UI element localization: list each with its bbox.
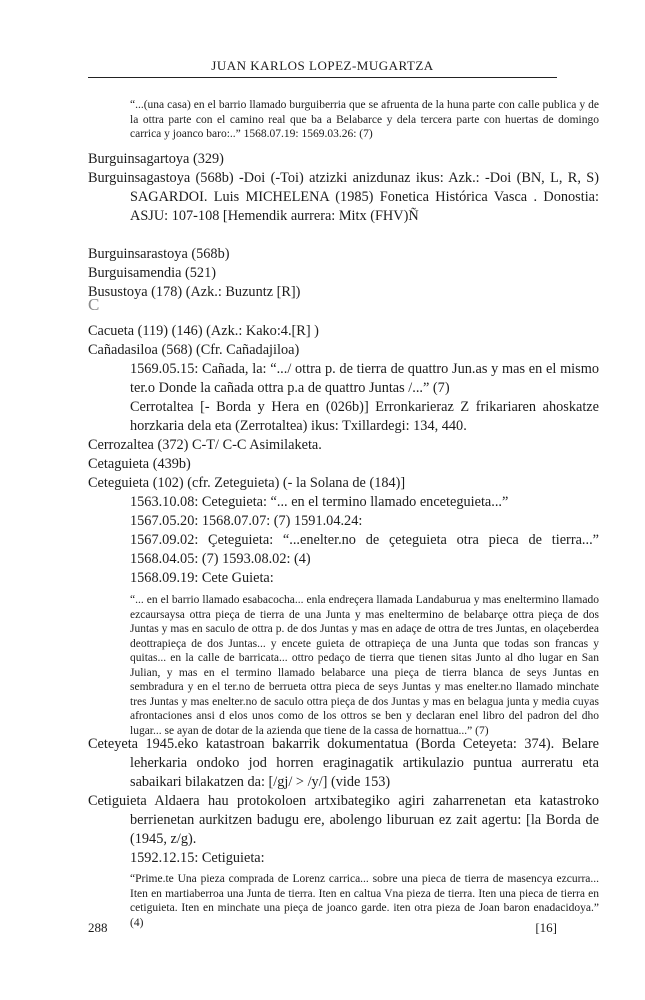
entry-cetaguieta: Cetaguieta (439b) (88, 456, 191, 472)
header-rule (88, 77, 557, 78)
entry-cerrozaltea: Cerrozaltea (372) C-T/ C-C Asimilaketa. (88, 437, 322, 453)
entry-burguinsagartoya: Burguinsagartoya (329) (88, 151, 224, 167)
top-quote: “...(una casa) en el barrio llamado burguiberria que se afruenta de la huna parte con calle publica y de la ottra parte con el camino real que ba a Belabarce y dela tercera parte con huertas de domingo carrica y joanco baro:..” 1568.07.19: 1569.03.26: (7) (130, 99, 599, 140)
entry-busustoya: Busustoya (178) (Azk.: Buzuntz [R]) (88, 284, 301, 300)
page-reference: [16] (535, 920, 557, 935)
entry-cetiguieta: Cetiguieta Aldaera hau protokoloen artxibategiko agiri zaharrenetan eta katastroko berrienetan aurkitzen badugu ere, abolengo liburuan ez zait agertu: [la Borda de (1945, z/g). (88, 793, 599, 847)
ceteguieta-line-2: 1567.05.20: 1568.07.07: (7) 1591.04.24: (130, 513, 363, 529)
entry-burguinsagastoya: Burguinsagastoya (568b) -Doi (-Toi) atzizki anizdunaz ikus: Azk.: -Doi (BN, L, R, S) SAGARDOI. Luis MICHELENA (1985) Fonetica Histórica Vasca . Donostia: ASJU: 107-108 [Hemendik aurrera: Mitx (FHV)Ñ (88, 170, 599, 224)
entry-burguinsarastoya: Burguinsarastoya (568b) (88, 246, 230, 262)
ceteguieta-line-1: 1563.10.08: Ceteguieta: “... en el termino llamado enceteguieta...” (130, 494, 509, 510)
entry-canadasiloa: Cañadasiloa (568) (Cfr. Cañadajiloa) (88, 342, 300, 358)
cetiguieta-quote: “Prime.te Una pieza comprada de Lorenz carrica... sobre una pieca de tierra de masencya ezcurra... Iten en martiaberroa una Junta de tierra. Iten en caltua Vna pieza de tierra. Iten una pieca de tierra en cetiguieta. Iten en minchate una pieça de joanco garde. iten otra pieza de Joan baron enadacidoya.” (4) (130, 873, 599, 929)
ceteguieta-line-3: 1567.09.02: Çeteguieta: “...enelter.no de çeteguieta otra pieca de tierra...” 1568.04.05: (7) 1593.08.02: (4) (130, 532, 599, 567)
entry-ceteguieta: Ceteguieta (102) (cfr. Zeteguieta) (- la Solana de (184)] (88, 475, 406, 491)
entry-ceteyeta: Ceteyeta 1945.eko katastroan bakarrik dokumentatua (Borda Ceteyeta: 374). Belare leherkaria ondoko jod horren eraginagatik artikulazio puntua aurreratu eta sabaikari bilakatzen da: [/gj/ > /y/] (vide 153) (88, 736, 599, 790)
canadasiloa-note: Cerrotaltea [- Borda y Hera en (026b)] Erronkarieraz Z frikariaren ahoskatze horzkaria dela eta (Zerrotaltea) ikus: Txillardegi: 134, 440. (130, 399, 599, 434)
section-letter: C (88, 295, 100, 314)
ceteguieta-line-4: 1568.09.19: Cete Guieta: (130, 570, 274, 586)
entry-cacueta: Cacueta (119) (146) (Azk.: Kako:4.[R] ) (88, 323, 319, 339)
running-header: JUAN KARLOS LOPEZ-MUGARTZA (211, 58, 434, 73)
entry-burguisamendia: Burguisamendia (521) (88, 265, 216, 281)
cetiguieta-line-1: 1592.12.15: Cetiguieta: (130, 850, 265, 866)
ceteguieta-quote: “... en el barrio llamado esabacocha... enla endreçera llamada Landaburua y mas eneltermino llamado ezcaursaysa ottra pieça de tierra de una Junta y mas eneltermino de belabarçe ottra pieça de dos Juntas y mas en saculo de ottra p. de dos Juntas y mas en adaçe de ottra de tres Juntas, en olaçeberdea deottrapieça de dos Juntas... y encete guieta de ottrapieça de una Junta que todas son francas y quitas... en la calle de barricata... ottro pedaço de tierra que tienen sitas Junto al dho lugar en San Julian, y mas en el termino llamado belabarce una pieça de tierra blanca de seys Juntas en sembradura y en el ter.no de berrueta ottra pieca de seys Juntas y mas enelter.no llamado minchate tres Juntas y mas enelter.no de saculo ottra pieça de dos Juntas y mas en belagua junta y media cuyas afrontaciones ansi d elos unos como de los ottros se ben y declaran enel libro del padron del dho lugar... se ayan de dotar de la azienda que tiene de la cassa de hornattua...” (7) (130, 594, 599, 737)
page-number: 288 (88, 920, 108, 935)
canadasiloa-quote: 1569.05.15: Cañada, la: “.../ ottra p. de tierra de quattro Jun.as y mas en el mismo ter.o Donde la cañada ottra p.a de quattro Juntas /...” (7) (130, 361, 599, 396)
